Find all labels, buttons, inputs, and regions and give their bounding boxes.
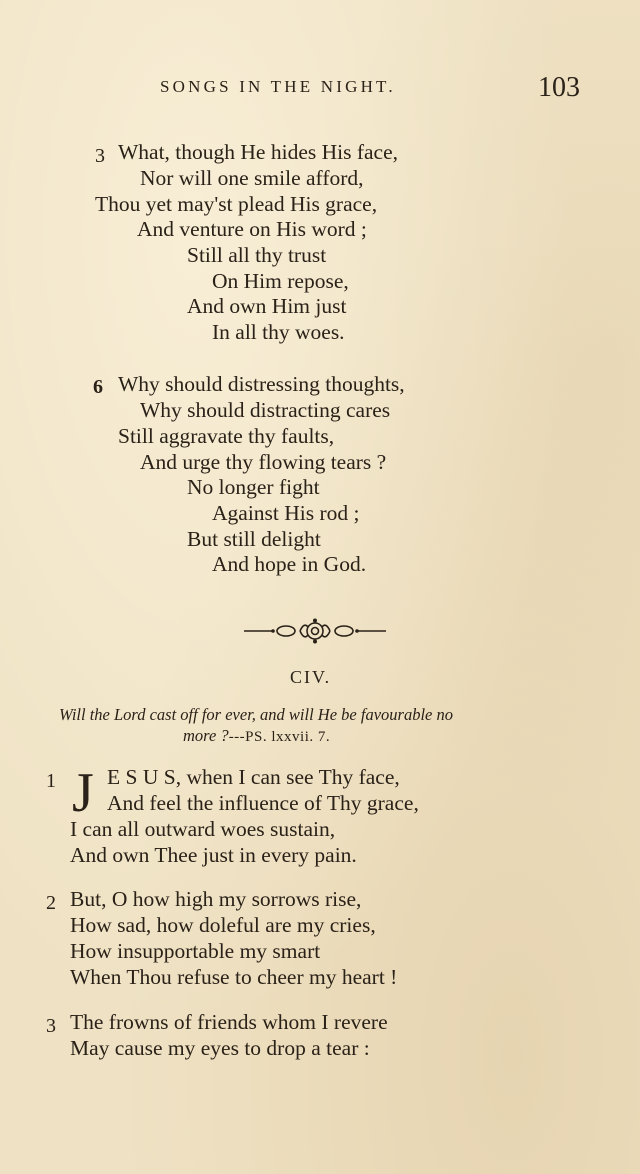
epigraph-continuation: [183, 726, 330, 746]
verse-number: 1: [46, 770, 56, 792]
verse-line: And feel the influence of Thy grace,: [107, 791, 419, 815]
drop-cap: J: [72, 762, 94, 824]
verse-line: But, O how high my sorrows rise,: [70, 887, 362, 911]
verse-line: In all thy woes.: [212, 320, 345, 344]
verse-line: Nor will one smile afford,: [140, 166, 364, 190]
verse-line: Why should distracting cares: [140, 398, 391, 422]
verse-line: Against His rod ;: [212, 501, 360, 525]
verse-line: What, though He hides His face,: [118, 140, 399, 164]
verse-number: 3: [46, 1015, 56, 1037]
verse-line: And urge thy flowing tears ?: [140, 450, 387, 474]
scripture-reference: ---PS. lxxvii. 7.: [228, 729, 331, 745]
verse-line: Still all thy trust: [187, 243, 327, 267]
verse-line: Why should distressing thoughts,: [118, 372, 405, 396]
verse-line: But still delight: [187, 527, 321, 551]
verse-line: When Thou refuse to cheer my heart !: [70, 965, 398, 989]
epigraph: Will the Lord cast off for ever, and will He be favourable no: [59, 705, 453, 724]
verse-line: The frowns of friends whom I revere: [70, 1010, 388, 1034]
verse-line: On Him repose,: [212, 269, 349, 293]
verse-line: E S U S, when I can see Thy face,: [107, 765, 400, 789]
running-head: SONGS IN THE NIGHT.: [160, 77, 396, 96]
verse-line: Still aggravate thy faults,: [118, 424, 335, 448]
verse-number: 2: [46, 892, 56, 914]
verse-line: Thou yet may'st plead His grace,: [95, 192, 378, 216]
verse-line: May cause my eyes to drop a tear :: [70, 1036, 370, 1060]
verse-line: How sad, how doleful are my cries,: [70, 913, 376, 937]
epigraph-line-2: more ?: [183, 726, 229, 745]
verse-line: And venture on His word ;: [137, 217, 367, 241]
verse-line: And own Him just: [187, 294, 347, 318]
stanza-number: 6: [93, 376, 103, 398]
verse-line: No longer fight: [187, 475, 320, 499]
page-number: 103: [538, 72, 580, 103]
hymn-number: CIV.: [290, 667, 332, 687]
ornament-divider-icon: [240, 618, 390, 644]
verse-line: And hope in God.: [212, 552, 367, 576]
verse-line: And own Thee just in every pain.: [70, 843, 357, 867]
verse-line: I can all outward woes sustain,: [70, 817, 336, 841]
stanza-number: 3: [95, 145, 105, 167]
verse-line: How insupportable my smart: [70, 939, 321, 963]
